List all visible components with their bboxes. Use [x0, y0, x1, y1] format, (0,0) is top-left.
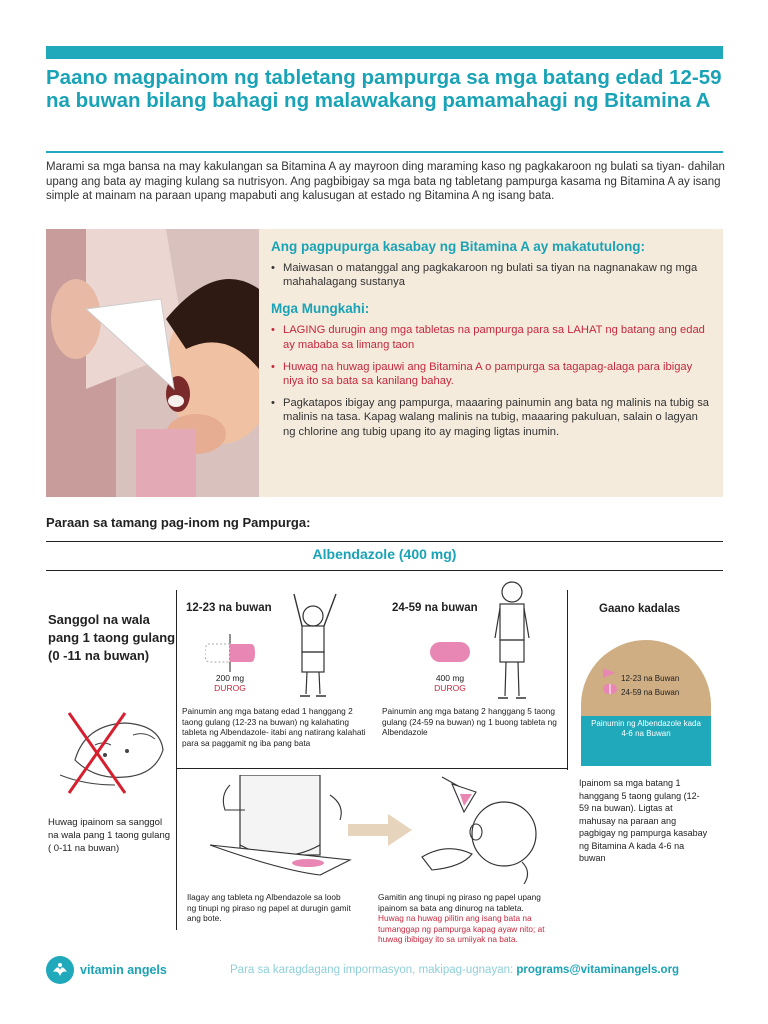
infant-label: Sanggol na wala pang 1 taong gulang (0 -11 na buwan) [48, 612, 176, 663]
give-step-text: Gamitin ang tinupi ng piraso ng papel upang ipainom sa bata ang dinurog na tableta. [378, 892, 541, 913]
toddler-illustration [282, 592, 344, 707]
contact-email[interactable]: programs@vitaminangels.org [516, 964, 680, 976]
intro-paragraph: Marami sa mga bansa na may kakulangan sa Bitamina A ay mayroon ding maraming kaso ng pagkakaroon ng bulati sa tiyan- dahilan upang ang bata ay maging kulang sa nutrisyon. Ang pagbibigay sa mga bata ng tabletang pampurga kasama ng Bitamina A ay isang simple at mainam na paraan upang mapabuti ang kalusugan at estado ng Bitamina A ng isang bata. [46, 161, 725, 202]
crush-label: DUROG [434, 683, 466, 693]
crush-label: DUROG [214, 683, 246, 693]
frequency-band-text: Painumin ng Albendazole kada 4-6 na Buwan [591, 719, 701, 738]
benefits-heading: Ang pagpupurga kasabay ng Bitamina A ay makatutulong: [271, 239, 646, 254]
give-step-caption [378, 892, 548, 945]
tip-item: • Pagkatapos ibigay ang pampurga, maaaring painumin ang bata ng malinis na tubig sa malinis na tasa. Kapag walang malinis na tubig, maaaring pakuluan, salain o lagyan ng chlorine ang tubig upang ito ay maging ligtas inumin. [271, 396, 711, 439]
column-divider [176, 590, 177, 930]
age-24-59-header: 24-59 na buwan [392, 602, 478, 614]
frequency-header: Gaano kadalas [599, 603, 681, 615]
arrow-icon [348, 810, 413, 855]
crush-illustration [200, 775, 360, 885]
top-accent-bar [46, 46, 723, 59]
benefit-item: • Maiwasan o matanggal ang pagkakaroon ng bulati sa tiyan na nagnanakaw ng mga mahahalagang sustanya [271, 261, 711, 289]
age-12-23-header: 12-23 na buwan [186, 602, 272, 614]
tips-heading: Mga Mungkahi: [271, 301, 370, 317]
full-tablet-icon [430, 640, 470, 669]
age-24-59-instruction: Painumin ang mga batang 2 hanggang 5 taong gulang (24-59 na buwan) ng 1 buong tableta ng Albendazole [382, 706, 557, 737]
title-divider [46, 151, 723, 153]
legend-24-59: 24-59 na Buwan [621, 688, 680, 697]
dose-400: 400 mg [435, 673, 465, 683]
divider [46, 541, 723, 542]
legend-12-23: 12-23 na Buwan [621, 674, 680, 683]
half-tablet-icon [603, 666, 617, 696]
tip-item: • LAGING durugin ang mga tabletas na pampurga para sa LAHAT ng batang ang edad ay mababa sa limang taon [271, 323, 711, 351]
give-step-warning: Huwag na huwag pilitin ang isang bata na tumanggap ng pampurga kapag ayaw nito; at huwag ibibigay ito sa umiiyak na bata. [378, 913, 545, 944]
method-heading [46, 515, 310, 530]
infant-note: Huwag ipainom sa sanggol na wala pang 1 taong gulang ( 0-11 na buwan) [48, 817, 171, 854]
logo-text: vitamin angels [80, 963, 167, 977]
divider [46, 570, 723, 571]
child-photo [46, 229, 259, 497]
info-panel [259, 229, 723, 497]
method-heading-colon: : [306, 515, 311, 530]
row-divider [176, 768, 567, 769]
column-divider [567, 590, 568, 770]
tip-item: • Huwag na huwag ipauwi ang Bitamina A o pampurga sa tagapag-alaga para ibigay niya ito sa bata sa kanilang bahay. [271, 360, 711, 388]
no-infant-illustration [55, 705, 170, 800]
frequency-badge [581, 640, 711, 766]
child-illustration [492, 580, 532, 711]
crush-step-caption: Ilagay ang tableta ng Albendazole sa loob ng tinupi ng piraso ng papel at durugin gamit ang bote. [187, 892, 351, 923]
drug-name: Albendazole (400 mg) [312, 546, 457, 562]
dose-200: 200 mg [215, 673, 245, 683]
age-12-23-instruction: Painumin ang mga batang edad 1 hanggang 2 taong gulang (12-23 na buwan) ng kalahating tableta ng Albendazole- itabi ang natirang kalahati para sa paggamit ng iba pang bata [182, 706, 366, 748]
page-title: Paano magpainom ng tabletang pampurga sa mga batang edad 12-59 na buwan bilang bahagi ng malawakang pamamahagi ng Bitamina A [46, 66, 722, 112]
contact-text: Para sa karagdagang impormasyon, makipag-ugnayan: [230, 964, 514, 976]
angel-icon [46, 956, 74, 984]
method-heading-text: Paraan sa tamang pag-inom ng Pampurga [46, 515, 307, 530]
vitamin-angels-logo [46, 956, 167, 984]
contact-line [230, 964, 679, 976]
frequency-note: Ipainom sa mga batang 1 hanggang 5 taong gulang (12-59 na buwan). Ligtas at mahusay na paraan ang pagbigay ng pampurga kasabay ng Bitamina A kada 4-6 na buwan [579, 778, 708, 863]
give-medicine-illustration [412, 772, 552, 892]
